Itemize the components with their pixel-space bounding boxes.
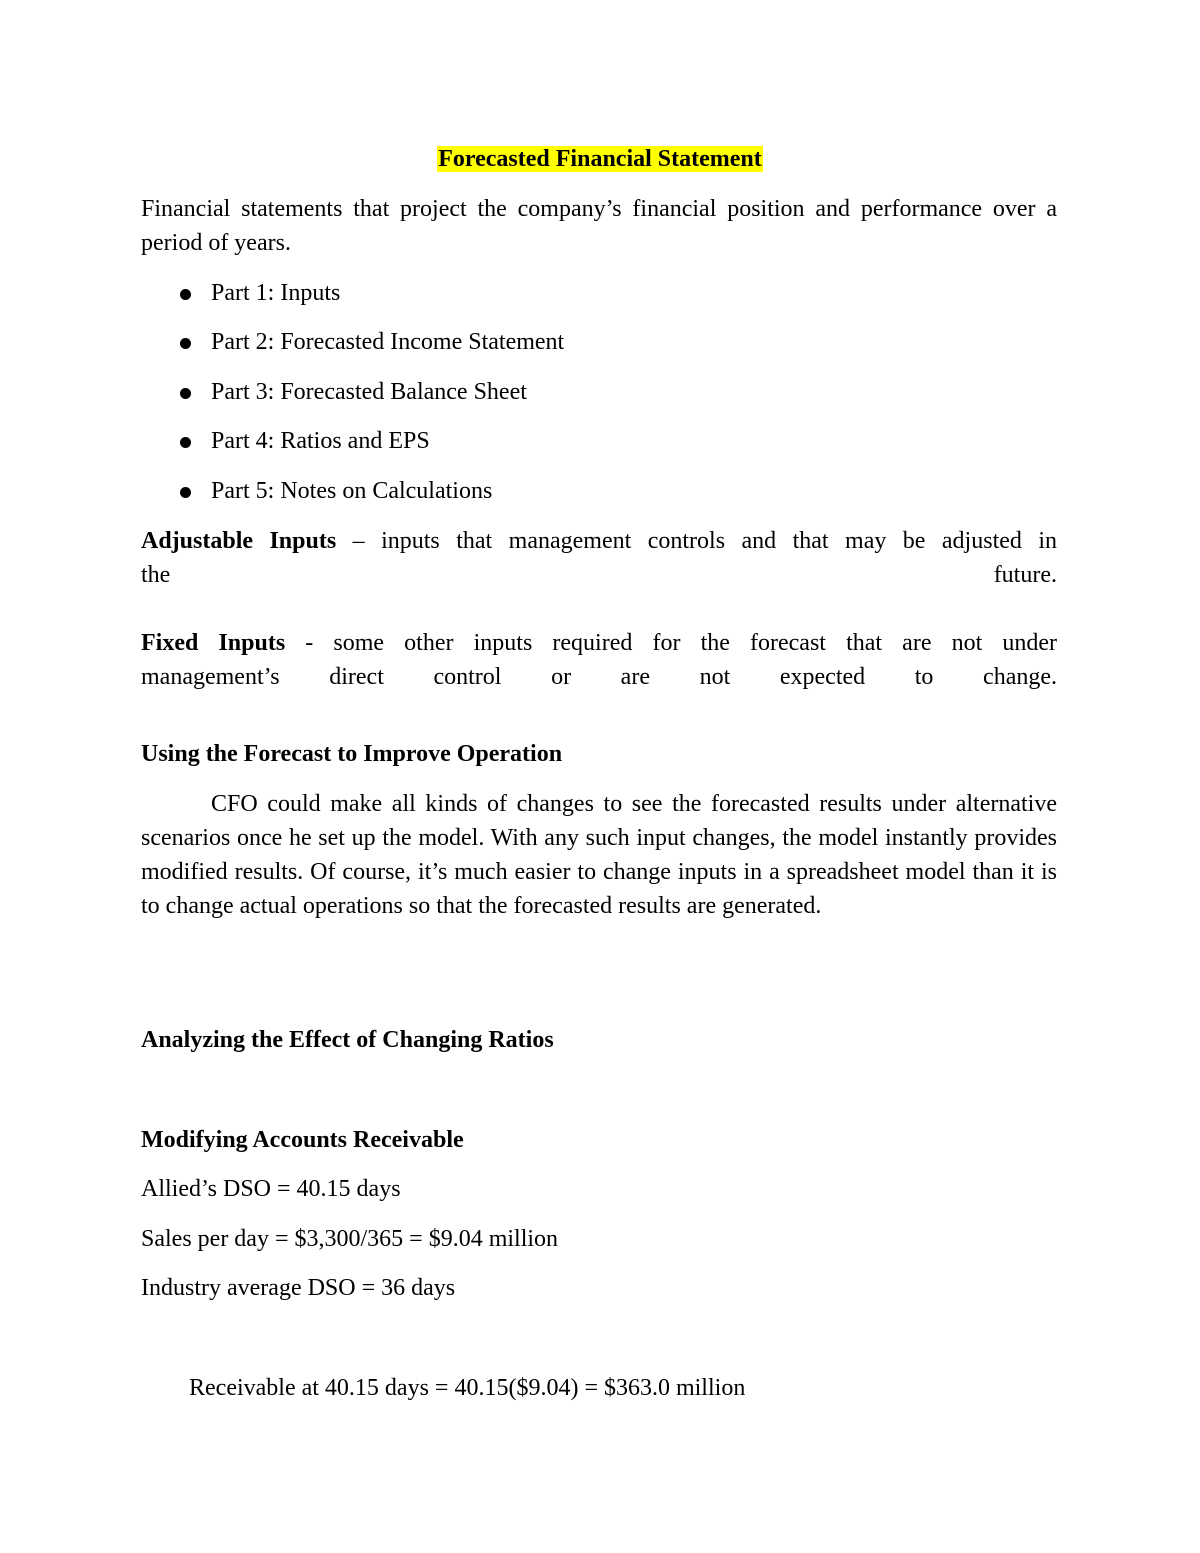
improve-paragraph: CFO could make all kinds of changes to see the forecasted results under alternative scenarios once he set up the model. With any such input changes, the model instantly provides modified results. Of course, it’s much easier to change inputs in a spreadsheet model than it is to change actual operations so that the forecasted results are generated. bbox=[141, 791, 1057, 919]
list-item: Part 3: Forecasted Balance Sheet bbox=[0, 375, 700, 409]
adjustable-inputs-line1: Adjustable Inputs – inputs that management controls and that may be adjusted in bbox=[141, 528, 1058, 554]
bullet-icon bbox=[180, 289, 191, 300]
bullet-icon bbox=[180, 437, 191, 448]
fixed-inputs-line1: Fixed Inputs - some other inputs required for the forecast that are not under bbox=[141, 630, 1058, 656]
section-heading-accounts-receivable: Modifying Accounts Receivable bbox=[141, 1127, 464, 1153]
fixed-inputs-term: Fixed Inputs bbox=[141, 630, 286, 656]
adjustable-inputs-term: Adjustable Inputs bbox=[141, 528, 337, 554]
bullet-icon bbox=[180, 487, 191, 498]
industry-dso-line: Industry average DSO = 36 days bbox=[141, 1275, 456, 1301]
list-item: Part 2: Forecasted Income Statement bbox=[0, 325, 700, 359]
fixed-inputs-line2: management’s direct control or are not expected to change. bbox=[141, 664, 1057, 690]
list-item: Part 1: Inputs bbox=[0, 276, 700, 310]
section-heading-ratios: Analyzing the Effect of Changing Ratios bbox=[141, 1027, 554, 1053]
bullet-icon bbox=[180, 338, 191, 349]
dso-line: Allied’s DSO = 40.15 days bbox=[141, 1176, 401, 1202]
intro-paragraph: Financial statements that project the company’s financial position and performance over a period of years. bbox=[141, 196, 1057, 256]
list-item: Part 4: Ratios and EPS bbox=[0, 424, 700, 458]
sales-per-day-line: Sales per day = $3,300/365 = $9.04 million bbox=[141, 1226, 559, 1252]
section-heading-improve: Using the Forecast to Improve Operation bbox=[141, 741, 563, 767]
page-title: Forecasted Financial Statement bbox=[438, 146, 762, 172]
adjustable-inputs-line2-left: the bbox=[141, 562, 171, 588]
adjustable-inputs-line2-right: future. bbox=[993, 562, 1057, 588]
bullet-icon bbox=[180, 388, 191, 399]
list-item: Part 5: Notes on Calculations bbox=[0, 474, 700, 508]
receivable-line: Receivable at 40.15 days = 40.15($9.04) = $363.0 million bbox=[189, 1375, 746, 1401]
